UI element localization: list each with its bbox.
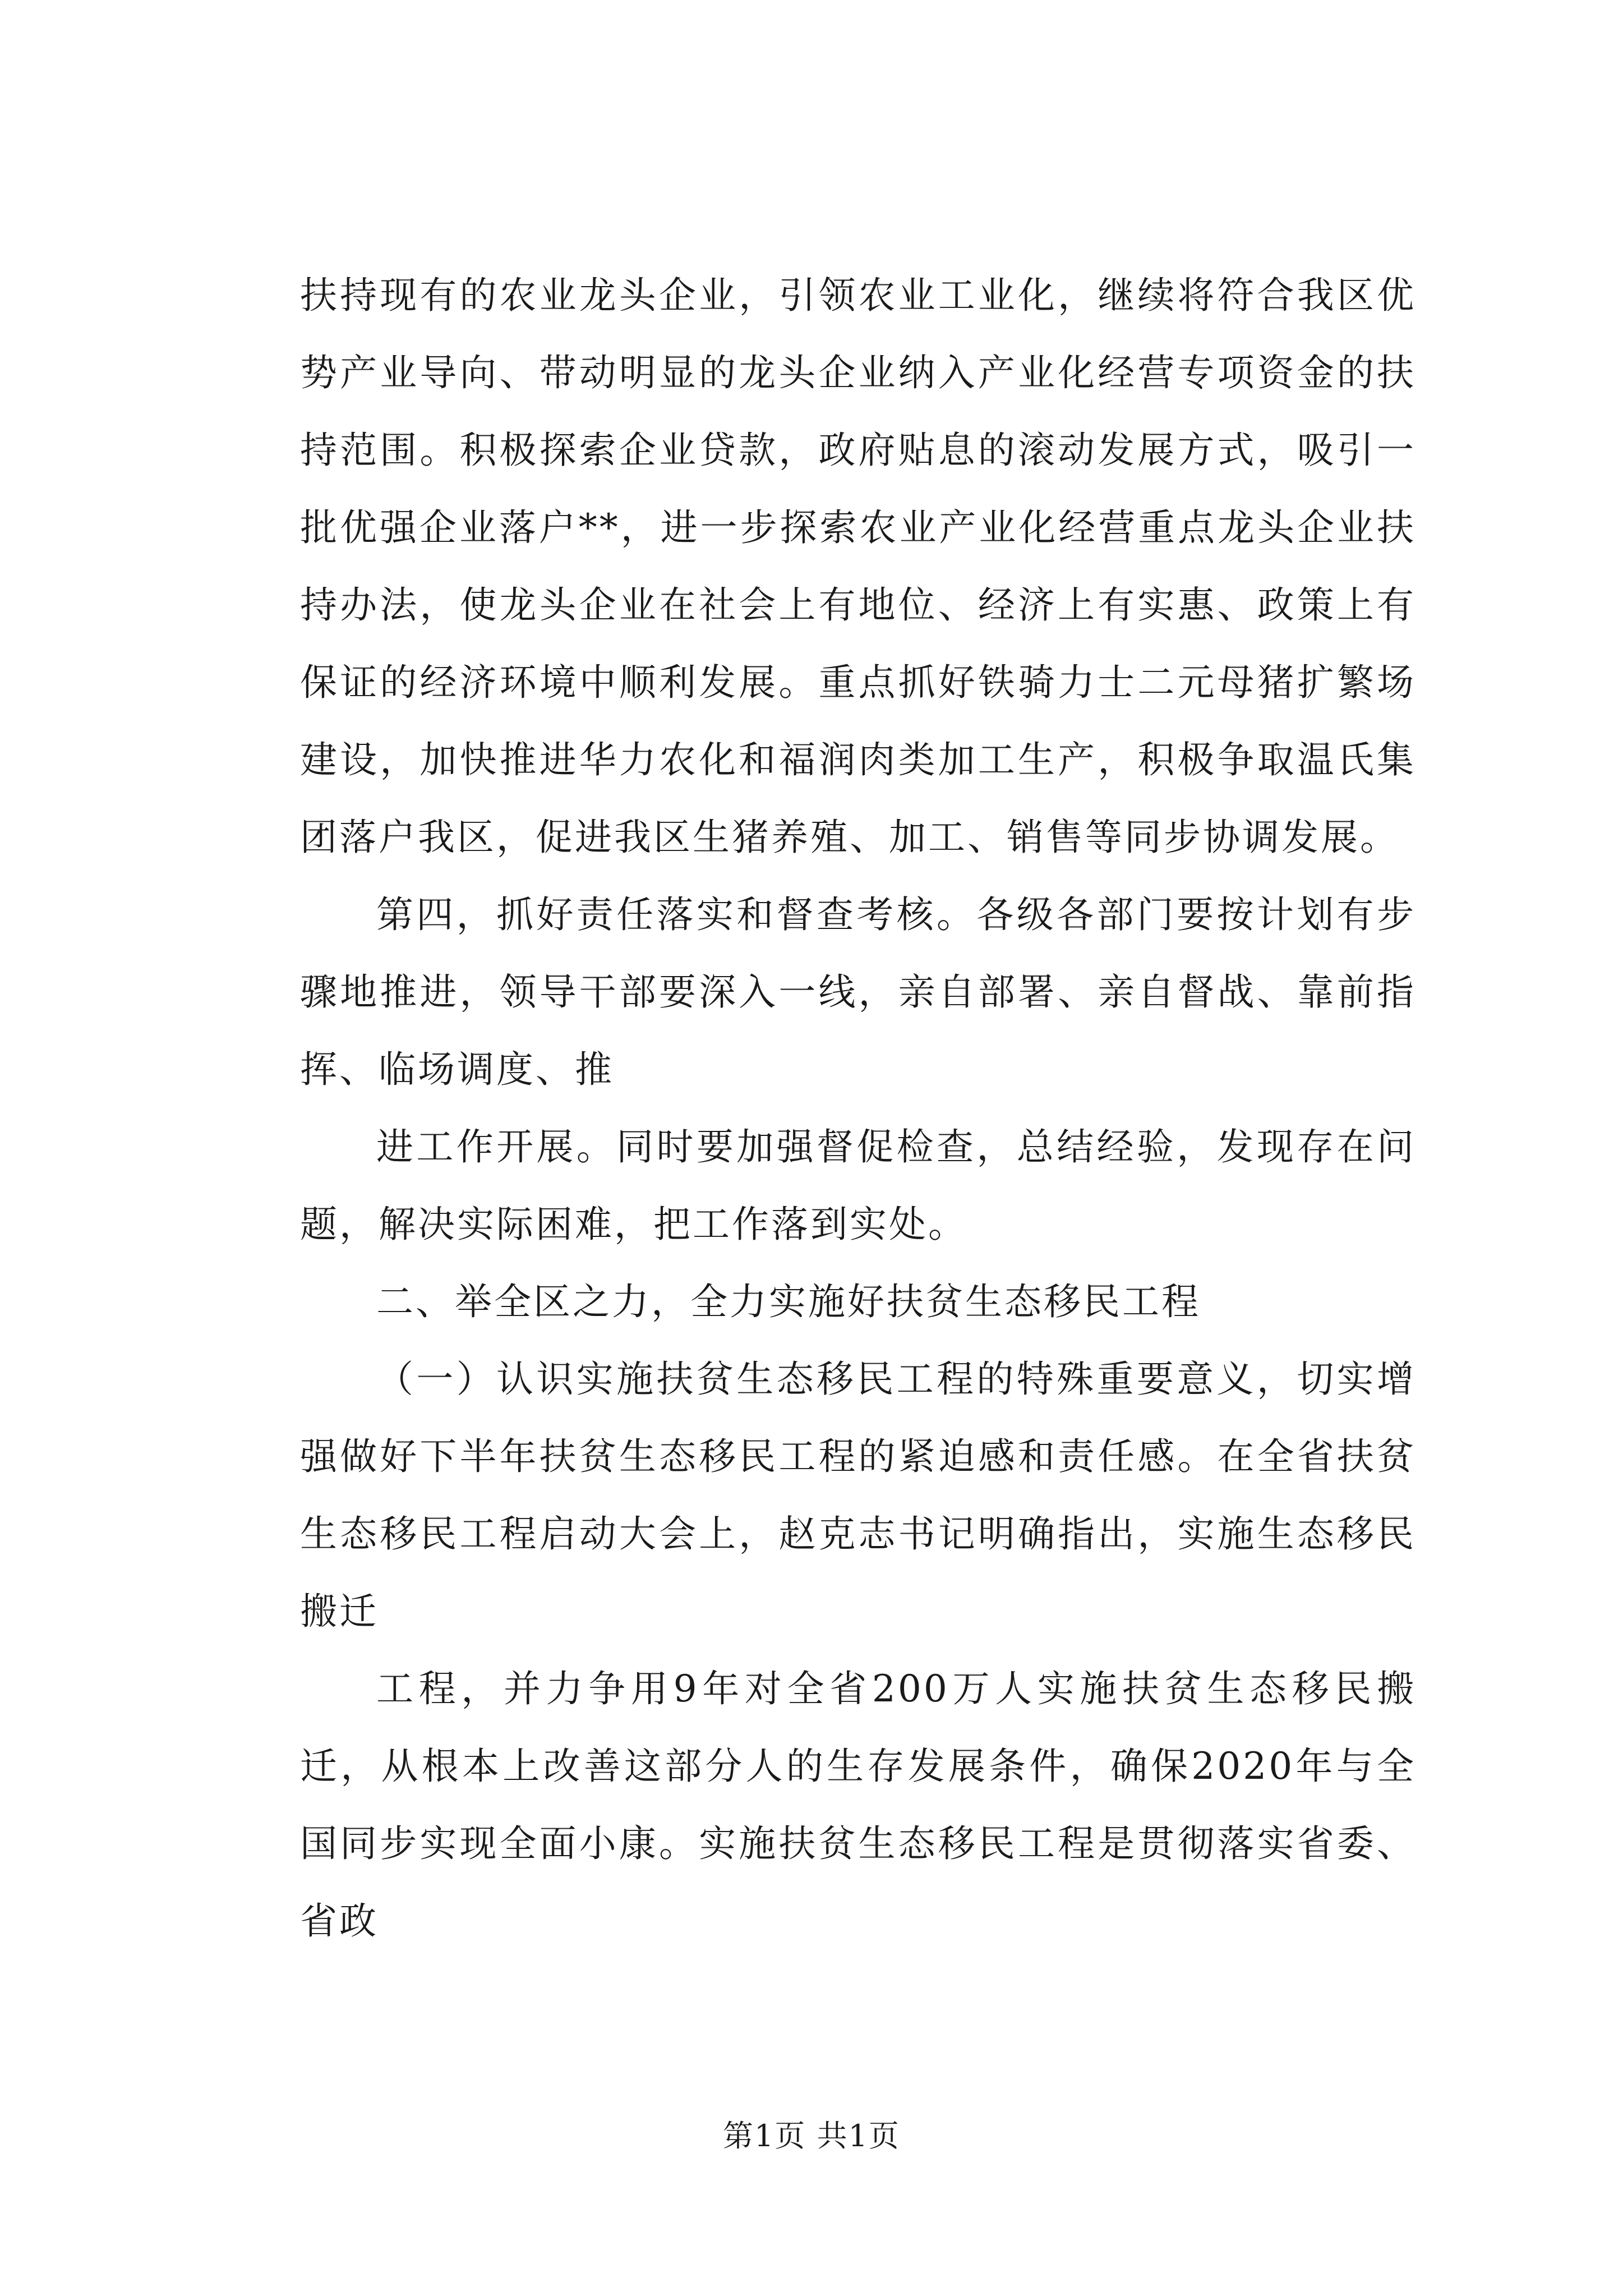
page-footer: 第1页 共1页	[723, 2118, 900, 2154]
paragraph-1: 扶持现有的农业龙头企业，引领农业工业化，继续将符合我区优势产业导向、带动明显的龙头企业纳入产业化经营专项资金的扶持范围。积极探索企业贷款，政府贴息的滚动发展方式，吸引一批优强企业落户**，进一步探索农业产业化经营重点龙头企业扶持办法，使龙头企业在社会上有地位、经济上有实惠、政策上有保证的经济环境中顺利发展。重点抓好铁骑力士二元母猪扩繁场建设，加快推进华力农化和福润肉类加工生产，积极争取温氏集团落户我区，促进我区生猪养殖、加工、销售等同步协调发展。	[300, 274, 1416, 859]
paragraph-2: 第四，抓好责任落实和督查考核。各级各部门要按计划有步骤地推进，领导干部要深入一线，亲自部署、亲自督战、靠前指挥、临场调度、推	[300, 893, 1416, 1091]
body-text	[300, 257, 1416, 1960]
paragraph-6: 工程，并力争用9年对全省200万人实施扶贫生态移民搬迁，从根本上改善这部分人的生存发展条件，确保2020年与全国同步实现全面小康。实施扶贫生态移民工程是贯彻落实省委、省政	[300, 1667, 1416, 1943]
section-heading: 二、举全区之力，全力实施好扶贫生态移民工程	[376, 1280, 1201, 1323]
paragraph-5: （一）认识实施扶贫生态移民工程的特殊重要意义，切实增强做好下半年扶贫生态移民工程的紧迫感和责任感。在全省扶贫生态移民工程启动大会上，赵克志书记明确指出，实施生态移民搬迁	[300, 1358, 1416, 1633]
paragraph-3: 进工作开展。同时要加强督促检查，总结经验，发现存在问题，解决实际困难，把工作落到实处。	[300, 1125, 1416, 1246]
